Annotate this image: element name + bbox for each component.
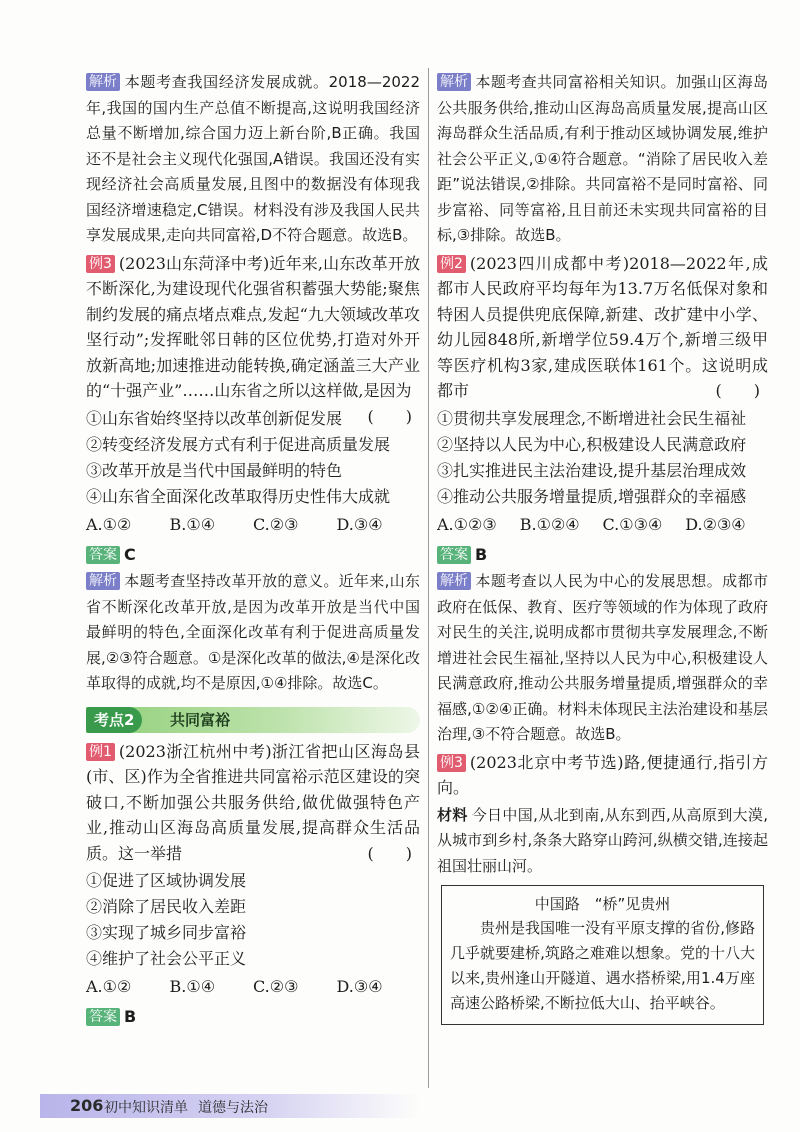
answer-value: C <box>124 544 136 564</box>
column-divider <box>428 68 429 1088</box>
answer-line <box>86 542 420 568</box>
analysis-block <box>437 569 768 748</box>
kaodian-tag: 考点2 <box>86 707 142 733</box>
option-3: ③实现了城乡同步富裕 <box>86 923 247 942</box>
answer-tag: 答案 <box>86 546 120 564</box>
kaodian-header <box>86 707 420 733</box>
example-stem-text: (2023北京中考节选)路,便捷通行,指引方向。 <box>437 752 768 797</box>
choice-d: D.③④ <box>336 977 383 996</box>
example-stem-text: (2023四川成都中考)2018—2022年,成都市人民政府平均每年为13.7万名低保对象和特困人员提供兜底保障,新建、改扩建中小学、幼儿园848所,新增学位59.4万个,新增三级甲等医疗机构3家,建成医联体161个。这说明成都市 <box>437 253 768 400</box>
book-title: 初中知识清单 <box>104 1100 188 1116</box>
option-3: ③改革开放是当代中国最鲜明的特色 <box>86 460 343 480</box>
example-stem-text: (2023浙江杭州中考)浙江省把山区海岛县(市、区)作为全省推进共同富裕示范区建设的突破口,不断加强公共服务供给,做优做强特色产业,推动山区海岛高质量发展,提高群众生活品质。这一举措 <box>86 741 420 863</box>
reading-box-title: 中国路 “桥”见贵州 <box>534 895 671 913</box>
answer-blank: ( ) <box>367 843 412 863</box>
kaodian-title: 共同富裕 <box>170 710 231 729</box>
page-number: 206 <box>70 1096 104 1115</box>
answer-blank: ( ) <box>367 406 412 426</box>
option-4: ④维护了社会公平正义 <box>86 949 247 968</box>
choice-a: A.①② <box>86 977 132 996</box>
choice-c: C.①③④ <box>602 514 663 534</box>
right-column <box>437 70 768 1025</box>
analysis-block <box>86 70 420 249</box>
choice-b: B.①④ <box>169 977 216 996</box>
material-text: 今日中国,从北到南,从东到西,从高原到大漠,从城市到乡村,条条大路穿山跨河,纵横交错,连接起祖国壮丽山河。 <box>437 805 768 875</box>
choices-row <box>86 512 420 538</box>
option-3: ③扎实推进民主法治建设,提升基层治理成效 <box>437 460 747 480</box>
option-4: ④山东省全面深化改革取得历史性伟大成就 <box>86 486 391 506</box>
analysis-text: 本题考查我国经济发展成就。2018—2022年,我国的国内生产总值不断提高,这说明我国经济总量不断增加,综合国力迈上新台阶,B正确。我国还不是社会主义现代化强国,A错误。我国还没有实现经济社会高质量发展,且图中的数据没有体现我国经济增速稳定,C错误。材料没有涉及我国人民共享发展成果,走向共同富裕,D不符合题意。故选B。 <box>86 73 420 244</box>
example-tag: 例3 <box>86 255 115 273</box>
answer-value: B <box>124 1007 137 1026</box>
analysis-text: 本题考查以人民为中心的发展思想。成都市政府在低保、教育、医疗等领域的作为体现了政府对民生的关注,说明成都市贯彻共享发展理念,不断增进社会民生福祉,坚持以人民为中心,积极建设人民满意政府,推动公共服务增量提质,增强群众的幸福感,①②④正确。材料未体现民主法治建设和基层治理,③不符合题意。故选B。 <box>437 572 768 743</box>
example-tag: 例1 <box>86 743 115 761</box>
option-1: ①促进了区域协调发展 <box>86 871 247 890</box>
option-2: ②转变经济发展方式有利于促进高质量发展 <box>86 434 391 454</box>
answer-value: B <box>475 544 488 564</box>
example-stem <box>437 251 768 404</box>
analysis-tag: 解析 <box>437 572 471 590</box>
reading-box <box>441 885 764 1025</box>
material-block <box>437 803 768 880</box>
choice-a: A.①② <box>86 514 132 534</box>
answer-tag: 答案 <box>86 1008 120 1026</box>
page-footer <box>40 1094 420 1118</box>
analysis-text: 本题考查共同富裕相关知识。加强山区海岛公共服务供给,推动山区海岛高质量发展,提高山区海岛群众生活品质,有利于推动区域协调发展,维护社会公平正义,①④符合题意。“消除了居民收入差距”说法错误,②排除。共同富裕不是同时富裕、同步富裕、同等富裕,且目前还未实现共同富裕的目标,③排除。故选B。 <box>437 73 768 244</box>
answer-line <box>86 1004 420 1030</box>
analysis-tag: 解析 <box>86 73 120 91</box>
answer-blank: ( ) <box>715 381 760 400</box>
example-tag: 例2 <box>437 255 466 273</box>
answer-tag: 答案 <box>437 546 471 564</box>
choice-d: D.③④ <box>336 514 383 534</box>
example-stem <box>86 739 420 867</box>
choices-row <box>437 512 768 538</box>
analysis-block <box>437 70 768 249</box>
choice-b: B.①②④ <box>519 514 580 534</box>
analysis-tag: 解析 <box>86 572 120 590</box>
choice-d: D.②③④ <box>685 514 746 534</box>
analysis-text: 本题考查坚持改革开放的意义。近年来,山东省不断深化改革开放,是因为改革开放是当代中国最鲜明的特色,全面深化改革有利于促进高质量发展,②③符合题意。①是深化改革的做法,④是深化改革取得的成就,均不是原因,①④排除。故选C。 <box>86 572 420 692</box>
option-2: ②坚持以人民为中心,积极建设人民满意政府 <box>437 434 747 454</box>
option-2: ②消除了居民收入差距 <box>86 897 247 916</box>
choice-a: A.①②③ <box>437 514 497 534</box>
subject-title: 道德与法治 <box>198 1100 268 1116</box>
choices-row <box>86 974 420 1000</box>
material-label: 材料 <box>437 805 468 824</box>
choice-c: C.②③ <box>253 514 299 534</box>
answer-line <box>437 542 768 568</box>
choice-c: C.②③ <box>253 977 299 996</box>
choice-b: B.①④ <box>169 514 216 534</box>
reading-box-text: 贵州是我国唯一没有平原支撑的省份,修路几乎就要建桥,筑路之难难以想象。党的十八大以来,贵州逢山开隧道、遇水搭桥梁,用1.4万座高速公路桥梁,不断拉低大山、抬平峡谷。 <box>450 919 755 1012</box>
analysis-tag: 解析 <box>437 73 471 91</box>
option-4: ④推动公共服务增量提质,增强群众的幸福感 <box>437 486 747 506</box>
option-1: ①贯彻共享发展理念,不断增进社会民生福祉 <box>437 408 747 428</box>
example-stem <box>437 750 768 801</box>
left-column <box>86 70 420 1032</box>
example-tag: 例3 <box>437 754 466 772</box>
example-stem-text: (2023山东菏泽中考)近年来,山东改革开放不断深化,为建设现代化强省积蓄强大势能;聚焦制约发展的痛点堵点难点,发起“九大领域改革攻坚行动”;发挥毗邻日韩的区位优势,打造对外开放新高地;加速推进动能转换,确定涵盖三大产业的“十强产业”……山东省之所以这样做,是因为 <box>86 253 420 400</box>
option-1: ①山东省始终坚持以改革创新促发展 <box>86 408 343 428</box>
analysis-block <box>86 569 420 697</box>
